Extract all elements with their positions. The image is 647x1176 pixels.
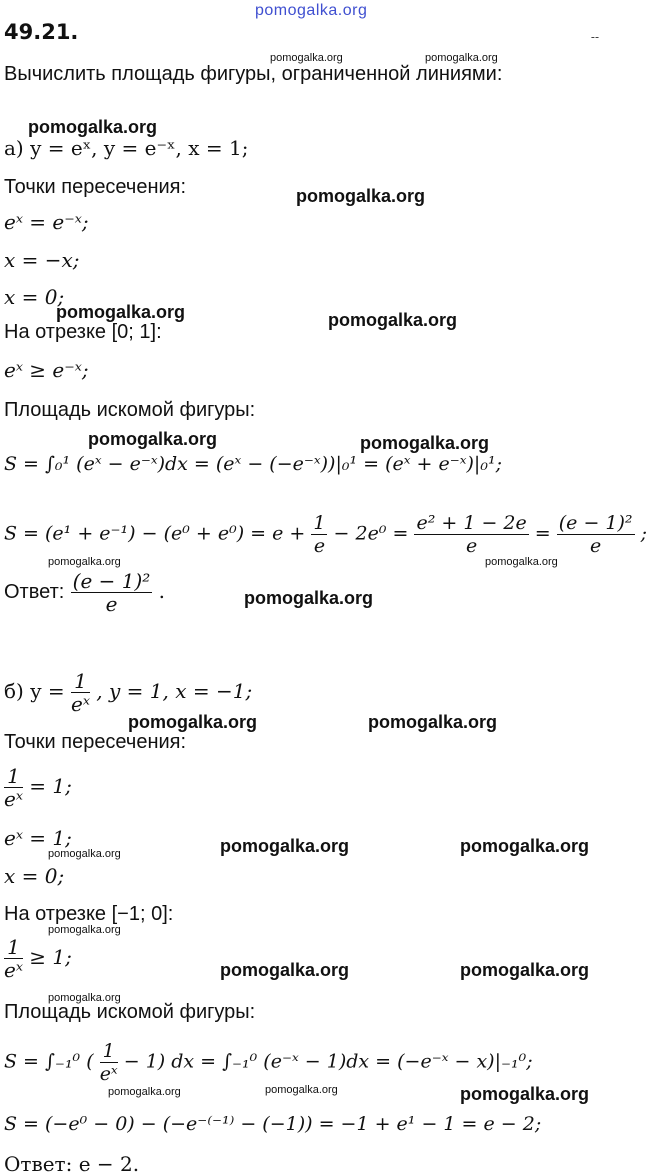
watermark: pomogalka.org <box>460 960 590 980</box>
statement-end: , y = 1, x = −1; <box>96 679 253 703</box>
answer-end: . <box>158 579 166 603</box>
part-a-integral: S = ∫₀¹ (eˣ − e⁻ˣ)dx = (eˣ − (−e⁻ˣ))|₀¹ = (eˣ + e⁻ˣ)|₀¹; <box>4 453 502 475</box>
fraction <box>414 512 528 557</box>
fraction-numerator: e² + 1 − 2e <box>416 512 527 534</box>
part-b-answer: Ответ: e − 2. <box>4 1152 140 1176</box>
watermark: pomogalka.org <box>270 52 343 64</box>
watermark: pomogalka.org <box>220 836 350 856</box>
part-a-answer <box>4 570 165 615</box>
watermark: pomogalka.org <box>460 1084 590 1104</box>
fraction-numerator: 1 <box>313 512 326 534</box>
fraction <box>311 512 327 557</box>
fraction-denominator: eˣ <box>70 692 90 716</box>
watermark: pomogalka.org <box>328 310 458 330</box>
fraction-numerator: (e − 1)² <box>72 569 151 593</box>
fraction-numerator: 1 <box>4 765 23 788</box>
part-b-inequality <box>4 936 72 981</box>
eq1-end: = 1; <box>29 774 72 798</box>
watermark: pomogalka.org <box>28 117 158 137</box>
answer-label: Ответ: <box>4 581 65 603</box>
part-a-eq1: eˣ = e⁻ˣ; <box>4 210 89 234</box>
part-b-eq1 <box>4 765 72 810</box>
statement-start: б) y = <box>4 679 65 703</box>
part-b-statement <box>4 670 252 715</box>
watermark: pomogalka.org <box>460 836 590 856</box>
fraction <box>100 1040 118 1085</box>
watermark: pomogalka.org <box>265 1084 338 1096</box>
fraction-denominator: e <box>465 535 478 557</box>
watermark-top: pomogalka.org <box>255 2 368 19</box>
integral-start: S = ∫₋₁⁰ ( <box>4 1050 94 1073</box>
fraction <box>4 765 23 810</box>
watermark: pomogalka.org <box>48 992 121 1004</box>
calc-mid: − 2e⁰ = <box>333 522 409 545</box>
part-a-calculation <box>4 512 647 557</box>
part-b-eq3: x = 0; <box>4 864 65 888</box>
watermark: pomogalka.org <box>425 52 498 64</box>
problem-number: 49.21. <box>4 20 79 44</box>
part-b-eq2: eˣ = 1; <box>4 826 72 850</box>
part-a-intersections-label: Точки пересечения: <box>4 176 187 198</box>
part-a-statement: а) y = eˣ, y = e⁻ˣ, x = 1; <box>4 136 249 160</box>
part-b-intersections-label: Точки пересечения: <box>4 731 187 753</box>
watermark: pomogalka.org <box>88 429 218 449</box>
part-b-interval-label: На отрезке [−1; 0]: <box>4 903 174 925</box>
fraction <box>71 670 90 715</box>
watermark: pomogalka.org <box>220 960 350 980</box>
watermark: pomogalka.org <box>485 556 558 568</box>
part-b-calculation: S = (−e⁰ − 0) − (−e⁻⁽⁻¹⁾ − (−1)) = −1 + e¹ − 1 = e − 2; <box>4 1113 542 1135</box>
inequality-end: ≥ 1; <box>29 945 72 969</box>
part-a-area-label: Площадь искомой фигуры: <box>4 399 256 421</box>
fraction-denominator: eˣ <box>4 787 23 811</box>
fraction-numerator: 1 <box>4 936 23 959</box>
watermark: pomogalka.org <box>56 302 186 322</box>
watermark: pomogalka.org <box>296 186 426 206</box>
fraction-denominator: eˣ <box>4 958 23 982</box>
fraction-denominator: e <box>105 592 118 616</box>
calc-start: S = (e¹ + e⁻¹) − (e⁰ + e⁰) = e + <box>4 522 306 545</box>
part-b-area-label: Площадь искомой фигуры: <box>4 1001 256 1023</box>
task-text: Вычислить площадь фигуры, ограниченной линиями: <box>4 63 503 85</box>
watermark: pomogalka.org <box>48 924 121 936</box>
part-a-interval-label: На отрезке [0; 1]: <box>4 321 162 343</box>
watermark: pomogalka.org <box>48 848 121 860</box>
fraction-denominator: e <box>313 535 326 557</box>
corner-mark: -- <box>590 30 599 44</box>
fraction-denominator: e <box>590 535 602 557</box>
watermark: pomogalka.org <box>360 433 490 453</box>
watermark: pomogalka.org <box>244 588 374 608</box>
part-b-integral <box>4 1040 533 1085</box>
fraction-numerator: 1 <box>100 1040 118 1063</box>
integral-end: − 1) dx = ∫₋₁⁰ (e⁻ˣ − 1)dx = (−e⁻ˣ − x)|₋₁⁰; <box>123 1050 533 1073</box>
part-a-inequality: eˣ ≥ e⁻ˣ; <box>4 358 89 382</box>
watermark: pomogalka.org <box>128 712 258 732</box>
part-a-eq3: x = 0; <box>4 285 65 309</box>
fraction-denominator: eˣ <box>99 1063 118 1085</box>
watermark: pomogalka.org <box>108 1086 181 1098</box>
fraction-numerator: (e − 1)² <box>558 512 633 534</box>
part-a-eq2: x = −x; <box>4 248 80 272</box>
watermark: pomogalka.org <box>48 556 121 568</box>
fraction <box>4 936 23 981</box>
calc-equals: = <box>534 522 551 545</box>
answer-fraction <box>71 570 153 615</box>
fraction <box>557 512 635 557</box>
fraction-numerator: 1 <box>71 670 90 693</box>
calc-end: ; <box>640 522 647 545</box>
watermark: pomogalka.org <box>368 712 498 732</box>
